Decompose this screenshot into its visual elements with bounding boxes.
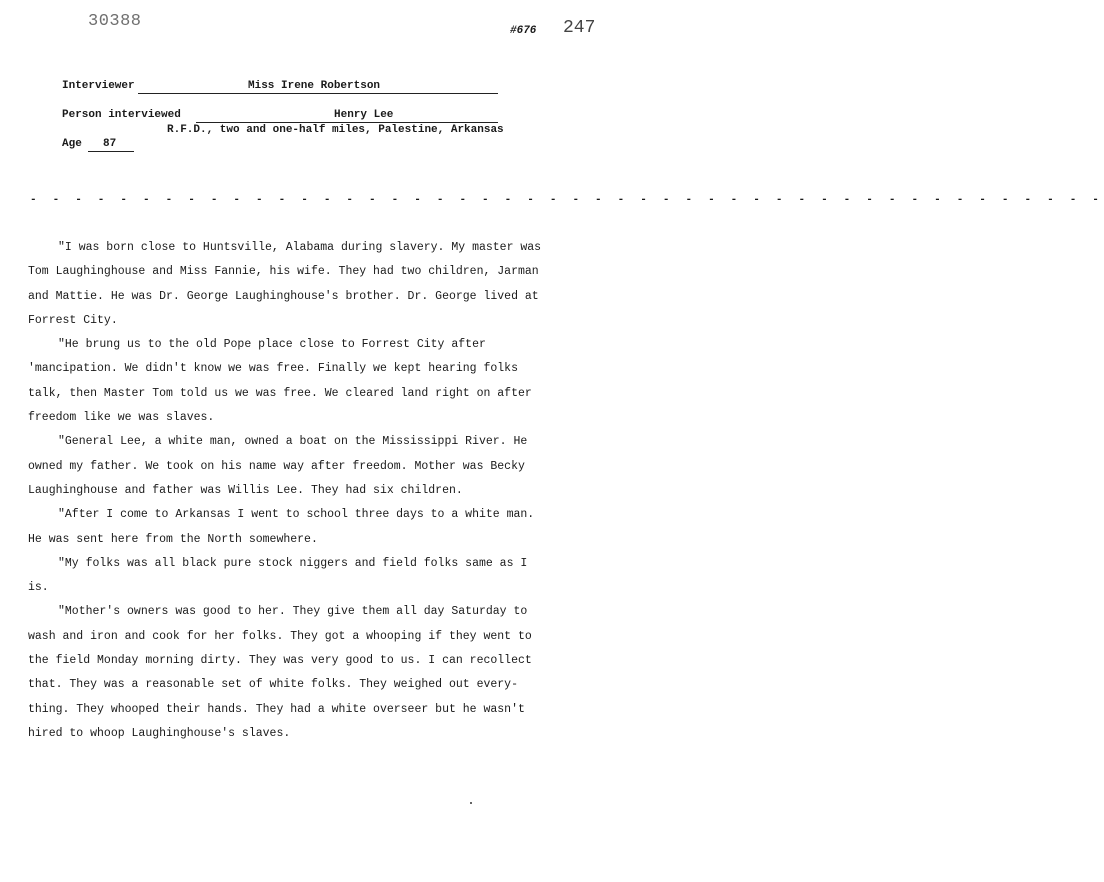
paragraph-5: [28, 552, 576, 601]
document-number: #676: [510, 25, 537, 37]
paragraph-line: that. They was a reasonable set of white folks. They weighed out every-: [28, 678, 518, 692]
paragraph-line: freedom like we was slaves.: [28, 411, 215, 425]
paragraph-line: owned my father. We took on his name way after freedom. Mother was Becky: [28, 459, 525, 473]
paragraph-line: hired to whoop Laughinghouse's slaves.: [28, 726, 291, 740]
interviewer-value: Miss Irene Robertson: [248, 80, 381, 92]
paragraph-2: [28, 333, 576, 430]
paragraph-line: wash and iron and cook for her folks. They got a whooping if they went to: [28, 629, 532, 643]
paragraph-4: [28, 503, 576, 552]
address: R.F.D., two and one-half miles, Palestine, Arkansas: [167, 124, 504, 136]
paragraph-line: "General Lee, a white man, owned a boat on the Mississippi River. He: [58, 435, 528, 449]
person-interviewed-label: Person interviewed: [62, 109, 181, 121]
paragraph-line: Laughinghouse and father was Willis Lee. They had six children.: [28, 483, 463, 497]
paragraph-line: "After I come to Arkansas I went to school three days to a white man.: [58, 508, 535, 522]
paragraph-line: "My folks was all black pure stock niggers and field folks same as I: [58, 556, 528, 570]
age-underline: [88, 151, 134, 152]
paragraph-line: and Mattie. He was Dr. George Laughinghouse's brother. Dr. George lived at: [28, 289, 539, 303]
paragraph-line: thing. They whooped their hands. They had a white overseer but he wasn't: [28, 702, 525, 716]
paragraph-line: 'mancipation. We didn't know we was free. Finally we kept hearing folks: [28, 362, 518, 376]
person-interviewed-underline: [196, 122, 498, 123]
archive-stamp: 30388: [88, 12, 142, 31]
person-interviewed-value: Henry Lee: [334, 109, 394, 121]
paragraph-line: "He brung us to the old Pope place close to Forrest City after: [58, 338, 486, 352]
age-value: 87: [103, 138, 117, 150]
paragraph-line: is.: [28, 581, 49, 595]
paragraph-line: "Mother's owners was good to her. They give them all day Saturday to: [58, 605, 528, 619]
paragraph-1: [28, 236, 576, 333]
paragraph-6: [28, 600, 576, 746]
page-number: 247: [563, 18, 596, 38]
separator-dashes: - - - - - - - - - - - - - - - - - - - - - - - - - - - - - - - - - - - - - - - - - - - - - - - -: [30, 194, 1104, 206]
interviewer-label: Interviewer: [62, 80, 135, 92]
paragraph-line: Tom Laughinghouse and Miss Fannie, his wife. They had two children, Jarman: [28, 265, 539, 279]
transcript-body: [28, 236, 576, 746]
paragraph-line: He was sent here from the North somewhere.: [28, 532, 318, 546]
paragraph-line: talk, then Master Tom told us we was free. We cleared land right on after: [28, 386, 532, 400]
interviewer-underline: [138, 93, 498, 94]
paragraph-3: [28, 430, 576, 503]
age-label: Age: [62, 138, 82, 150]
paragraph-line: "I was born close to Huntsville, Alabama during slavery. My master was: [58, 241, 542, 254]
stray-mark: [470, 802, 472, 804]
paragraph-line: Forrest City.: [28, 313, 118, 327]
paragraph-line: the field Monday morning dirty. They was very good to us. I can recollect: [28, 654, 532, 668]
